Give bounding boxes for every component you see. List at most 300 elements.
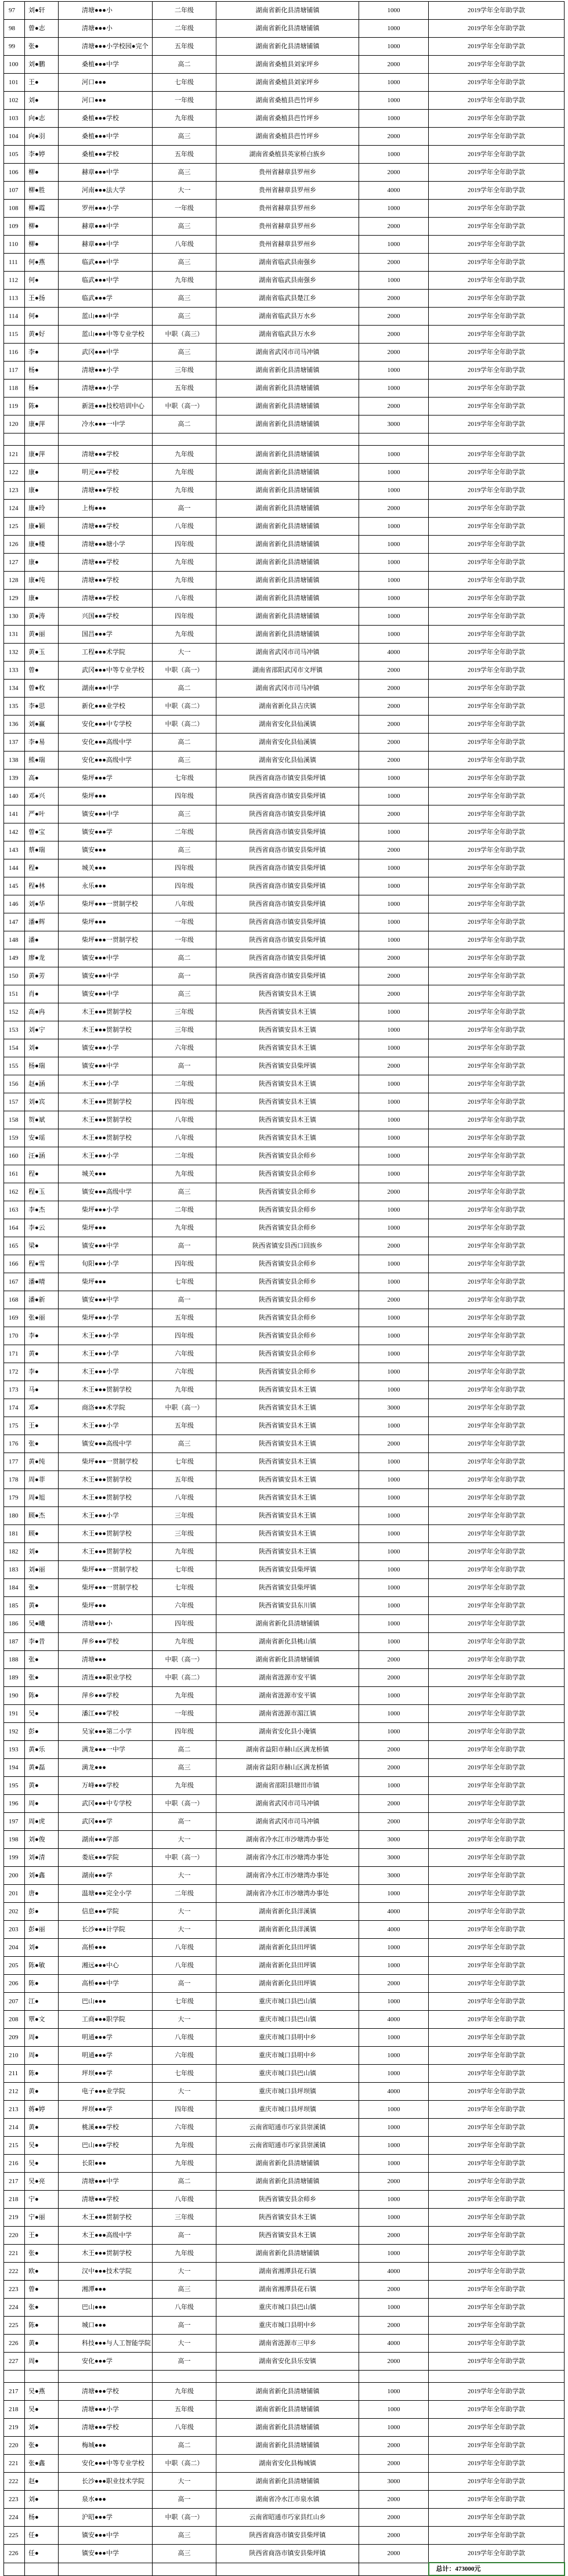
student-name-cell: 覃●文 [25, 2011, 59, 2029]
address-cell: 湖南省新化县田坪镇 [216, 1939, 359, 1957]
school-cell: 冷水●●●一中学 [59, 416, 153, 433]
row-number-cell: 116 [4, 344, 25, 362]
remark-cell: 2019学年全年助学款 [429, 1669, 565, 1687]
student-name-cell: 张● [25, 38, 59, 56]
school-cell: 柴坪●●● [59, 1273, 153, 1291]
school-cell: 清塘●●●塘小学 [59, 536, 153, 554]
remark-cell: 2019学年全年助学款 [429, 662, 565, 680]
student-name-cell: 程● [25, 1165, 59, 1183]
row-number-cell: 129 [4, 590, 25, 608]
table-row [4, 1399, 565, 1417]
student-name-cell: 柳●霞 [25, 200, 59, 218]
address-cell: 陕西省商洛市镇安县柴坪镇 [216, 769, 359, 787]
table-row [4, 769, 565, 787]
school-cell: 木王●●●贯制学校 [59, 2245, 153, 2263]
total-row-cell [25, 2563, 59, 2575]
remark-cell: 2019学年全年助学款 [429, 734, 565, 752]
grade-cell: 高二 [153, 1741, 216, 1759]
address-cell: 湖南省武冈市司马冲镇 [216, 680, 359, 698]
remark-cell: 2019学年全年助学款 [429, 254, 565, 272]
student-name-cell: 吴● [25, 2137, 59, 2155]
amount-cell: 4000 [359, 1903, 429, 1921]
student-name-cell: 邓● [25, 1399, 59, 1417]
row-number-cell: 185 [4, 1597, 25, 1615]
student-name-cell: 杨● [25, 2509, 59, 2527]
remark-cell: 2019学年全年助学款 [429, 2065, 565, 2083]
amount-cell: 1000 [359, 518, 429, 536]
row-number-cell: 184 [4, 1579, 25, 1597]
table-row [4, 752, 565, 769]
school-cell: 湖南●●●学部 [59, 1831, 153, 1849]
amount-cell: 4000 [359, 1921, 429, 1939]
student-name-cell: 张● [25, 2245, 59, 2263]
amount-cell: 1000 [359, 236, 429, 254]
remark-cell: 2019学年全年助学款 [429, 1903, 565, 1921]
table-row [4, 1993, 565, 2011]
student-name-cell: 向●羽 [25, 128, 59, 146]
grade-cell: 高二 [153, 2173, 216, 2191]
spacer-cell [216, 2371, 359, 2383]
table-row [4, 1975, 565, 1993]
grade-cell: 高一 [153, 1237, 216, 1255]
table-row [4, 1057, 565, 1075]
student-name-cell: 程●林 [25, 877, 59, 895]
student-name-cell: 黄● [25, 2119, 59, 2137]
grade-cell: 高二 [153, 416, 216, 433]
row-number-cell: 152 [4, 1003, 25, 1021]
remark-cell: 2019学年全年助学款 [429, 1237, 565, 1255]
remark-cell: 2019学年全年助学款 [429, 2245, 565, 2263]
student-name-cell: 李● [25, 1327, 59, 1345]
row-number-cell: 128 [4, 572, 25, 590]
amount-cell: 2000 [359, 716, 429, 734]
address-cell: 湖南省益阳市赫山区满龙桥镇 [216, 1741, 359, 1759]
remark-cell: 2019学年全年助学款 [429, 1795, 565, 1813]
remark-cell: 2019学年全年助学款 [429, 1309, 565, 1327]
address-cell: 湖南省新化县清塘铺镇 [216, 2401, 359, 2419]
remark-cell: 2019学年全年助学款 [429, 841, 565, 859]
school-cell: 清塘●●●学校 [59, 554, 153, 572]
remark-cell: 2019学年全年助学款 [429, 716, 565, 734]
grade-cell: 高一 [153, 2353, 216, 2371]
spacer-cell [4, 433, 25, 446]
student-name-cell: 顾● [25, 1525, 59, 1543]
student-name-cell: 廖●龙 [25, 949, 59, 967]
remark-cell: 2019学年全年助学款 [429, 877, 565, 895]
grade-cell: 九年级 [153, 2155, 216, 2173]
grade-cell: 二年级 [153, 823, 216, 841]
amount-cell: 2000 [359, 680, 429, 698]
amount-cell: 2000 [359, 1669, 429, 1687]
row-number-cell: 115 [4, 326, 25, 344]
row-number-cell: 198 [4, 1831, 25, 1849]
school-cell: 柴坪●●●一贯制学校 [59, 931, 153, 949]
student-name-cell: 张● [25, 1435, 59, 1453]
row-number-cell: 216 [4, 2155, 25, 2173]
address-cell: 湖南省临武县南强乡 [216, 254, 359, 272]
grade-cell: 四年级 [153, 608, 216, 626]
student-name-cell: 黄●丽 [25, 626, 59, 644]
grade-cell: 六年级 [153, 1345, 216, 1363]
address-cell: 贵州省赫章县罗州乡 [216, 236, 359, 254]
student-name-cell: 柳● [25, 218, 59, 236]
student-name-cell: 周●虎 [25, 1813, 59, 1831]
school-cell: 柴坪●●●小学 [59, 1309, 153, 1327]
address-cell: 湖南省武冈市司马冲镇 [216, 644, 359, 662]
amount-cell: 2000 [359, 1795, 429, 1813]
row-number-cell: 223 [4, 2491, 25, 2509]
remark-cell: 2019学年全年助学款 [429, 1759, 565, 1777]
school-cell: 萍乡●●●学校 [59, 1687, 153, 1705]
student-name-cell: 何●燕 [25, 254, 59, 272]
row-number-cell: 155 [4, 1057, 25, 1075]
amount-cell: 2000 [359, 218, 429, 236]
remark-cell: 2019学年全年助学款 [429, 482, 565, 500]
address-cell: 湖南省安化县梅城镇 [216, 2455, 359, 2473]
spacer-cell [59, 433, 153, 446]
row-number-cell: 162 [4, 1183, 25, 1201]
student-name-cell: 陈● [25, 2317, 59, 2335]
amount-cell: 1000 [359, 1957, 429, 1975]
student-name-cell: 周● [25, 2353, 59, 2371]
address-cell: 陕西省镇安县余师乡 [216, 1165, 359, 1183]
remark-cell: 2019学年全年助学款 [429, 2137, 565, 2155]
address-cell: 陕西省商洛市镇安县柴坪镇 [216, 2527, 359, 2545]
amount-cell: 1000 [359, 1939, 429, 1957]
remark-cell: 2019学年全年助学款 [429, 2101, 565, 2119]
grade-cell: 大一 [153, 2263, 216, 2281]
address-cell: 陕西省镇安县柴坪镇 [216, 1057, 359, 1075]
remark-cell: 2019学年全年助学款 [429, 1129, 565, 1147]
address-cell: 湖南省新化县清塘铺镇 [216, 2383, 359, 2401]
student-name-cell: 何● [25, 308, 59, 326]
row-number-cell: 121 [4, 446, 25, 464]
grade-cell: 九年级 [153, 272, 216, 290]
remark-cell: 2019学年全年助学款 [429, 752, 565, 769]
student-name-cell: 刘● [25, 1039, 59, 1057]
row-number-cell: 193 [4, 1741, 25, 1759]
remark-cell: 2019学年全年助学款 [429, 787, 565, 805]
grade-cell: 二年级 [153, 1201, 216, 1219]
table-row [4, 1633, 565, 1651]
row-number-cell: 178 [4, 1471, 25, 1489]
table-row [4, 877, 565, 895]
student-name-cell: 黄●玉 [25, 644, 59, 662]
address-cell: 陕西省镇安县余师乡 [216, 1345, 359, 1363]
grade-cell: 八年级 [153, 895, 216, 913]
address-cell: 陕西省镇安县木王镇 [216, 1075, 359, 1093]
remark-cell: 2019学年全年助学款 [429, 1219, 565, 1237]
student-name-cell: 柳● [25, 236, 59, 254]
table-row [4, 2137, 565, 2155]
school-cell: 镇安●●●中学 [59, 2527, 153, 2545]
remark-cell: 2019学年全年助学款 [429, 500, 565, 518]
row-number-cell: 160 [4, 1147, 25, 1165]
address-cell: 湖南省新化县清塘铺镇 [216, 554, 359, 572]
grade-cell: 九年级 [153, 626, 216, 644]
grade-cell: 高一 [153, 1291, 216, 1309]
remark-cell: 2019学年全年助学款 [429, 2353, 565, 2371]
address-cell: 湖南省新化县桃山镇 [216, 1633, 359, 1651]
grade-cell: 二年级 [153, 20, 216, 38]
row-number-cell: 180 [4, 1507, 25, 1525]
grade-cell: 中职（高一） [153, 1399, 216, 1417]
address-cell: 贵州省赫章县罗州乡 [216, 218, 359, 236]
amount-cell: 1000 [359, 913, 429, 931]
remark-cell: 2019学年全年助学款 [429, 2401, 565, 2419]
address-cell: 陕西省镇安县余师乡 [216, 2191, 359, 2209]
grade-cell: 高三 [153, 164, 216, 182]
remark-cell: 2019学年全年助学款 [429, 1381, 565, 1399]
address-cell: 湖南省安化县小淹镇 [216, 1723, 359, 1741]
student-name-cell: 杨● [25, 380, 59, 398]
school-cell: 武冈●●●中专学校 [59, 1795, 153, 1813]
student-name-cell: 杨● [25, 362, 59, 380]
spacer-row [4, 2371, 565, 2383]
school-cell: 高桥●●● [59, 1939, 153, 1957]
school-cell: 临武●●●中学 [59, 254, 153, 272]
student-name-cell: 任● [25, 2545, 59, 2563]
school-cell: 温塘●●●完全小学 [59, 1885, 153, 1903]
school-cell: 蓝山●●●中学 [59, 308, 153, 326]
amount-cell: 1000 [359, 2299, 429, 2317]
amount-cell: 1000 [359, 1093, 429, 1111]
address-cell: 湖南省冷水江市沙塘湾办事处 [216, 1849, 359, 1867]
school-cell: 镇安●●●小学 [59, 1039, 153, 1057]
address-cell: 陕西省镇安县木王镇 [216, 1381, 359, 1399]
table-row [4, 1957, 565, 1975]
address-cell: 湖南省临武县万水乡 [216, 308, 359, 326]
school-cell: 木王●●●贯制学校 [59, 1129, 153, 1147]
remark-cell: 2019学年全年助学款 [429, 380, 565, 398]
student-name-cell: 赵●涵 [25, 1075, 59, 1093]
amount-cell: 2000 [359, 734, 429, 752]
amount-cell: 1000 [359, 2191, 429, 2209]
table-row [4, 2401, 565, 2419]
remark-cell: 2019学年全年助学款 [429, 1363, 565, 1381]
amount-cell: 1000 [359, 1993, 429, 2011]
row-number-cell: 203 [4, 1921, 25, 1939]
table-row [4, 1237, 565, 1255]
school-cell: 安化●●●高级中学 [59, 734, 153, 752]
student-name-cell: 宁●丽 [25, 2209, 59, 2227]
table-row [4, 326, 565, 344]
address-cell: 湖南省新化县清塘铺镇 [216, 398, 359, 416]
row-number-cell: 224 [4, 2509, 25, 2527]
grade-cell: 中职（高一） [153, 1849, 216, 1867]
amount-cell: 3000 [359, 1867, 429, 1885]
row-number-cell: 199 [4, 1849, 25, 1867]
remark-cell: 2019学年全年助学款 [429, 1561, 565, 1579]
student-name-cell: 吴● [25, 1705, 59, 1723]
amount-cell: 2000 [359, 2455, 429, 2473]
table-row [4, 1093, 565, 1111]
row-number-cell: 107 [4, 182, 25, 200]
amount-cell: 4000 [359, 2263, 429, 2281]
grade-cell: 二年级 [153, 1147, 216, 1165]
student-name-cell: 王●扬 [25, 290, 59, 308]
address-cell: 陕西省镇安县东川镇 [216, 1597, 359, 1615]
table-row [4, 272, 565, 290]
grade-cell: 八年级 [153, 590, 216, 608]
address-cell: 湖南省临武县南强乡 [216, 272, 359, 290]
grade-cell: 高二 [153, 734, 216, 752]
school-cell: 坪坝●●●学 [59, 2065, 153, 2083]
amount-cell: 4000 [359, 2335, 429, 2353]
address-cell: 陕西省镇安县木王镇 [216, 1453, 359, 1471]
student-name-cell: 柳●胜 [25, 182, 59, 200]
row-number-cell: 215 [4, 2137, 25, 2155]
table-row [4, 2227, 565, 2245]
address-cell: 湖南省新化县清塘铺镇 [216, 20, 359, 38]
student-name-cell: 周●旭 [25, 1489, 59, 1507]
school-cell: 木王●●●小学 [59, 1507, 153, 1525]
address-cell: 湖南省桑植县刘家坪乡 [216, 74, 359, 92]
grade-cell: 九年级 [153, 110, 216, 128]
school-cell: 安化●●●中等专业学校 [59, 2455, 153, 2473]
grade-cell: 六年级 [153, 2119, 216, 2137]
grade-cell: 三年级 [153, 362, 216, 380]
grade-cell: 一年级 [153, 913, 216, 931]
address-cell: 陕西省商洛市镇安县柴坪镇 [216, 841, 359, 859]
address-cell: 湖南省冷水江市泉水镇 [216, 2491, 359, 2509]
school-cell: 湖南●●●中学 [59, 680, 153, 698]
amount-cell: 1000 [359, 1039, 429, 1057]
table-row [4, 146, 565, 164]
student-name-cell: 邓●兴 [25, 787, 59, 805]
remark-cell: 2019学年全年助学款 [429, 20, 565, 38]
remark-cell: 2019学年全年助学款 [429, 1831, 565, 1849]
school-cell: 长沙●●●职业技术学院 [59, 2473, 153, 2491]
school-cell: 満龙●●● [59, 1759, 153, 1777]
address-cell: 陕西省商洛市镇安县柴坪镇 [216, 949, 359, 967]
table-row [4, 2209, 565, 2227]
school-cell: 河南●●●法大学 [59, 182, 153, 200]
remark-cell: 2019学年全年助学款 [429, 1615, 565, 1633]
amount-cell: 1000 [359, 146, 429, 164]
amount-cell: 1000 [359, 608, 429, 626]
student-name-cell: 周● [25, 2047, 59, 2065]
total-row-cell [216, 2563, 359, 2575]
address-cell: 湖南省安化县仙溪镇 [216, 752, 359, 769]
table-row [4, 2065, 565, 2083]
student-name-cell: 彭● [25, 1723, 59, 1741]
address-cell: 湖南省临武县楚江乡 [216, 290, 359, 308]
amount-cell: 1000 [359, 1579, 429, 1597]
table-row [4, 1939, 565, 1957]
school-cell: 国昌●●●学 [59, 626, 153, 644]
school-cell: 镇安●●● [59, 841, 153, 859]
table-row [4, 1309, 565, 1327]
grade-cell: 二年级 [153, 2, 216, 20]
school-cell: 清连●●●职业学校 [59, 1669, 153, 1687]
table-row [4, 2455, 565, 2473]
row-number-cell: 191 [4, 1705, 25, 1723]
remark-cell: 2019学年全年助学款 [429, 2191, 565, 2209]
student-name-cell: 李●婷 [25, 146, 59, 164]
student-name-cell: 刘●宾 [25, 1093, 59, 1111]
student-name-cell: 康● [25, 482, 59, 500]
remark-cell: 2019学年全年助学款 [429, 56, 565, 74]
school-cell: 明通●●●学 [59, 2047, 153, 2065]
total-row-cell [359, 2563, 429, 2575]
row-number-cell: 168 [4, 1291, 25, 1309]
grade-cell: 七年级 [153, 1579, 216, 1597]
grade-cell: 高一 [153, 1057, 216, 1075]
remark-cell: 2019学年全年助学款 [429, 1399, 565, 1417]
school-cell: 巴山●●● [59, 2299, 153, 2317]
grade-cell: 四年级 [153, 1327, 216, 1345]
school-cell: 娄底●●●学院 [59, 1849, 153, 1867]
grade-cell: 七年级 [153, 1993, 216, 2011]
table-row [4, 1147, 565, 1165]
school-cell: 柴坪●●●一贯制学校 [59, 895, 153, 913]
school-cell: 赫章●●●中学 [59, 218, 153, 236]
grade-cell: 四年级 [153, 877, 216, 895]
address-cell: 陕西省镇安县余师乡 [216, 1255, 359, 1273]
table-row [4, 716, 565, 734]
school-cell: 潘江●●●学校 [59, 1705, 153, 1723]
address-cell: 陕西省商洛市镇安县柴坪镇 [216, 787, 359, 805]
row-number-cell: 118 [4, 380, 25, 398]
student-name-cell: 康● [25, 464, 59, 482]
row-number-cell: 130 [4, 608, 25, 626]
grade-cell: 三年级 [153, 1507, 216, 1525]
table-row [4, 2317, 565, 2335]
table-row [4, 464, 565, 482]
remark-cell: 2019学年全年助学款 [429, 1057, 565, 1075]
grade-cell: 三年级 [153, 2209, 216, 2227]
address-cell: 湖南省涟源市安平镇 [216, 1687, 359, 1705]
student-name-cell: 李● [25, 344, 59, 362]
student-name-cell: 刘● [25, 92, 59, 110]
remark-cell: 2019学年全年助学款 [429, 2527, 565, 2545]
student-name-cell: 康●纯 [25, 572, 59, 590]
remark-cell: 2019学年全年助学款 [429, 698, 565, 716]
row-number-cell: 127 [4, 554, 25, 572]
address-cell: 陕西省镇安县木王镇 [216, 1489, 359, 1507]
amount-cell: 1000 [359, 1615, 429, 1633]
row-number-cell: 217 [4, 2173, 25, 2191]
student-name-cell: 潘● [25, 931, 59, 949]
remark-cell: 2019学年全年助学款 [429, 1183, 565, 1201]
student-name-cell: 李●云 [25, 1219, 59, 1237]
row-number-cell: 219 [4, 2419, 25, 2437]
grade-cell: 九年级 [153, 1165, 216, 1183]
grade-cell: 七年级 [153, 1453, 216, 1471]
row-number-cell: 174 [4, 1399, 25, 1417]
amount-cell: 2000 [359, 128, 429, 146]
row-number-cell: 165 [4, 1237, 25, 1255]
grade-cell: 高一 [153, 2491, 216, 2509]
grade-cell: 高三 [153, 218, 216, 236]
grade-cell: 九年级 [153, 1777, 216, 1795]
address-cell: 云南省昭通市巧家县红山乡 [216, 2509, 359, 2527]
row-number-cell: 97 [4, 2, 25, 20]
row-number-cell: 182 [4, 1543, 25, 1561]
address-cell: 湖南省湘潭县花石镇 [216, 2263, 359, 2281]
table-row [4, 1705, 565, 1723]
student-name-cell: 吴●燕 [25, 2383, 59, 2401]
remark-cell: 2019学年全年助学款 [429, 1579, 565, 1597]
row-number-cell: 149 [4, 949, 25, 967]
grade-cell: 高一 [153, 500, 216, 518]
address-cell: 湖南省新化县清塘铺镇 [216, 2437, 359, 2455]
table-row [4, 2011, 565, 2029]
remark-cell: 2019学年全年助学款 [429, 1075, 565, 1093]
remark-cell: 2019学年全年助学款 [429, 1489, 565, 1507]
school-cell: 木王●●●贯制学校 [59, 1093, 153, 1111]
